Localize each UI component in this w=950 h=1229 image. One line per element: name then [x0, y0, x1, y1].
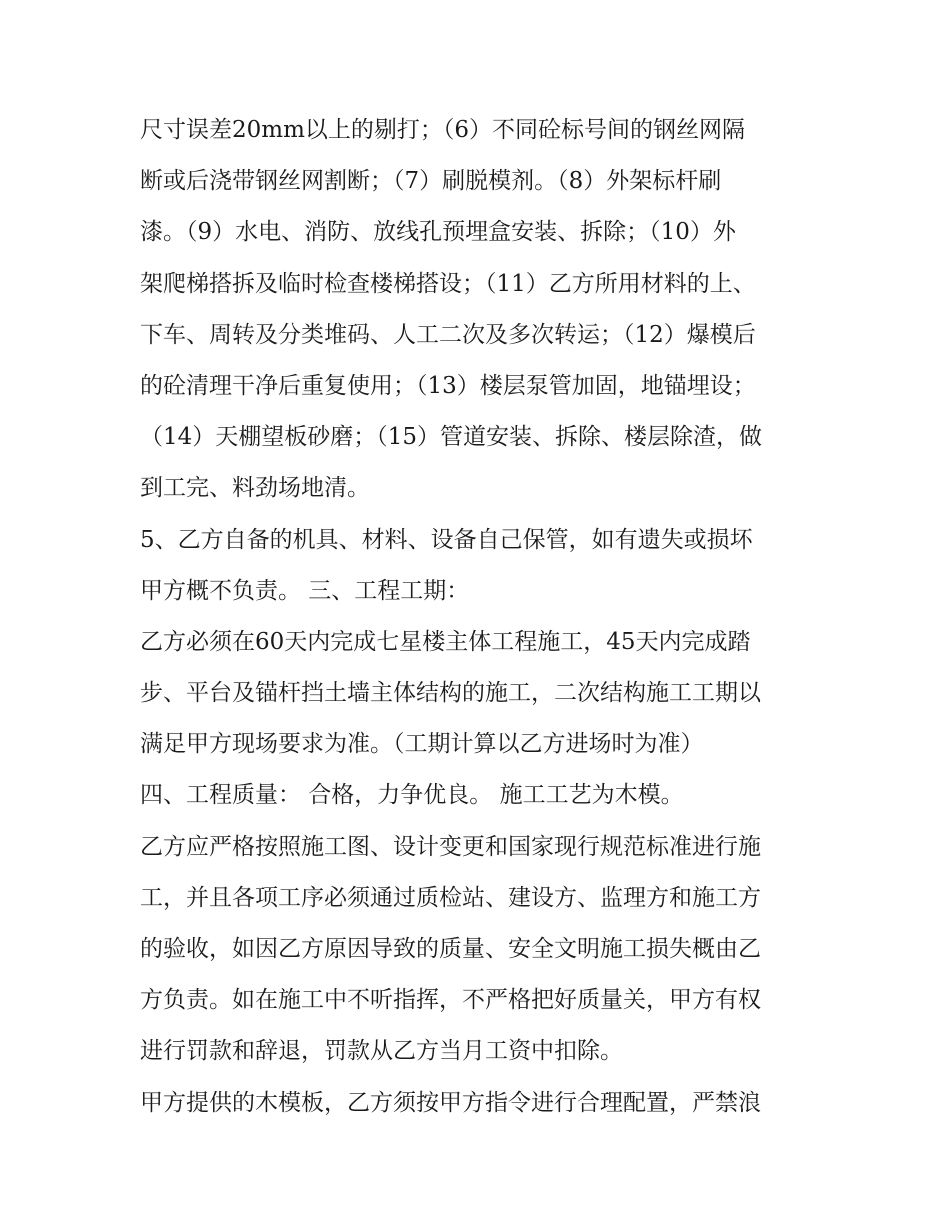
text-line: 步、平台及锚杆挡土墙主体结构的施工，二次结构施工工期以 [140, 680, 761, 707]
text-line: 尺寸误差20mm以上的剔打；（6）不同砼标号间的钢丝网隔 [140, 117, 746, 143]
text-line: 工，并且各项工序必须通过质检站、建设方、监理方和施工方 [140, 884, 761, 911]
contract-body-text [140, 105, 820, 1129]
text-line: 漆。（9）水电、消防、放线孔预埋盒安装、拆除；（10）外 [140, 219, 736, 246]
text-line: 的验收，如因乙方原因导致的质量、安全文明施工损失概由乙 [140, 936, 761, 962]
text-line: 甲方概不负责。 三、工程工期： [140, 577, 470, 604]
text-line: 甲方提供的木模板，乙方须按甲方指令进行合理配置，严禁浪 [140, 1089, 761, 1116]
text-line: （14）天棚望板砂磨；（15）管道安装、拆除、楼层除渣，做 [140, 424, 763, 451]
text-line: 到工完、料劲场地清。 [140, 475, 370, 502]
text-line: 下车、周转及分类堆码、人工二次及多次转运；（12）爆模后 [140, 321, 756, 348]
text-line: 方负责。如在施工中不听指挥，不严格把好质量关，甲方有权 [140, 987, 761, 1014]
text-line: 进行罚款和辞退，罚款从乙方当月工资中扣除。 [140, 1038, 623, 1065]
text-line: 的砼清理干净后重复使用；（13）楼层泵管加固，地锚埋设； [140, 372, 756, 399]
text-line: 架爬梯搭拆及临时检查楼梯搭设；（11）乙方所用材料的上、 [140, 270, 756, 297]
text-line: 四、工程质量： 合格，力争优良。 施工工艺为木模。 [140, 782, 684, 809]
text-line: 断或后浇带钢丝网割断；（7）刷脱模剂。（8）外架标杆刷 [140, 168, 722, 195]
text-line: 乙方必须在60天内完成七星楼主体工程施工，45天内完成踏 [140, 628, 751, 655]
text-line: 满足甲方现场要求为准。（工期计算以乙方进场时为准） [140, 731, 704, 758]
text-line: 乙方应严格按照施工图、设计变更和国家现行规范标准进行施 [140, 833, 761, 860]
text-line: 5、乙方自备的机具、材料、设备自己保管，如有遗失或损坏 [140, 526, 753, 553]
